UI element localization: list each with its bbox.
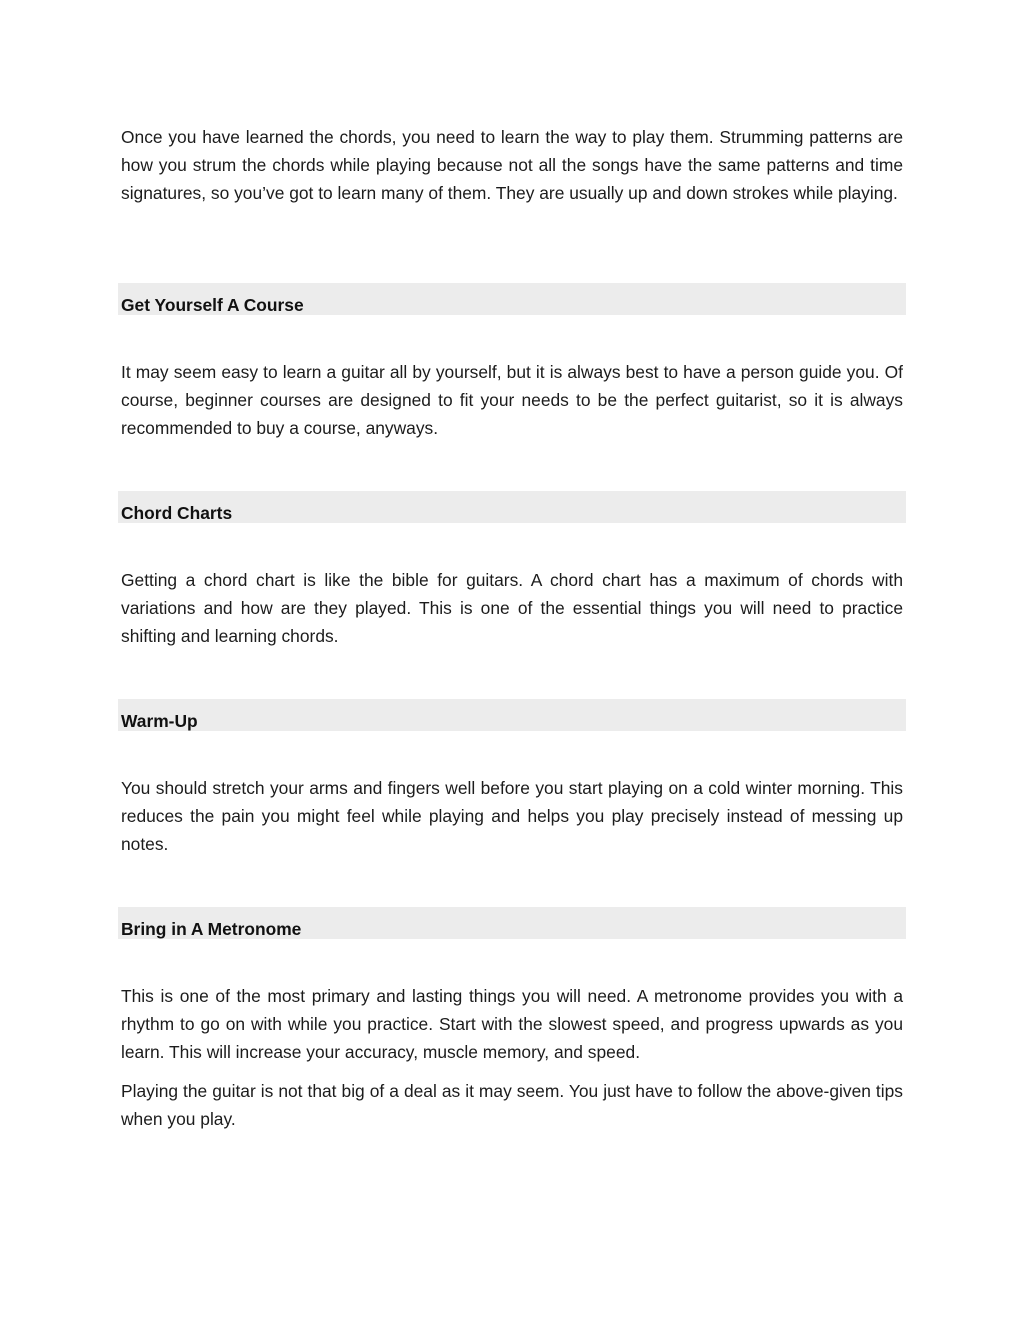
section-heading-bar <box>118 283 906 315</box>
section-heading-bar <box>118 699 906 731</box>
section-heading-bar <box>118 491 906 523</box>
section-heading-chord-charts: Chord Charts <box>121 503 233 523</box>
section-heading-get-yourself-a-course: Get Yourself A Course <box>121 295 304 315</box>
section-heading-metronome: Bring in A Metronome <box>121 919 302 939</box>
section-paragraph-metronome: This is one of the most primary and lasting things you will need. A metronome provides you with a rhythm to go on with while you practice. Start with the slowest speed, and progress upwards as you learn. This will increase your accuracy, muscle memory, and speed. <box>121 986 903 1062</box>
section-paragraph-chord-charts: Getting a chord chart is like the bible for guitars. A chord chart has a maximum of chords with variations and how are they played. This is one of the essential things you will need to practice shifting and learning chords. <box>121 570 903 646</box>
section-heading-bar <box>118 907 906 939</box>
intro-paragraph: Once you have learned the chords, you need to learn the way to play them. Strumming patterns are how you strum the chords while playing because not all the songs have the same patterns and time signatures, so you’ve got to learn many of them. They are usually up and down strokes while playing. <box>121 127 903 203</box>
section-paragraph-course: It may seem easy to learn a guitar all by yourself, but it is always best to have a person guide you. Of course, beginner courses are designed to fit your needs to be the perfect guitarist, so it is always recommended to buy a course, anyways. <box>121 362 903 438</box>
section-heading-warm-up: Warm-Up <box>121 711 198 731</box>
closing-paragraph: Playing the guitar is not that big of a deal as it may seem. You just have to follow the above-given tips when you play. <box>121 1081 903 1129</box>
section-paragraph-warm-up: You should stretch your arms and fingers well before you start playing on a cold winter morning. This reduces the pain you might feel while playing and helps you play precisely instead of messing up notes. <box>121 778 903 854</box>
